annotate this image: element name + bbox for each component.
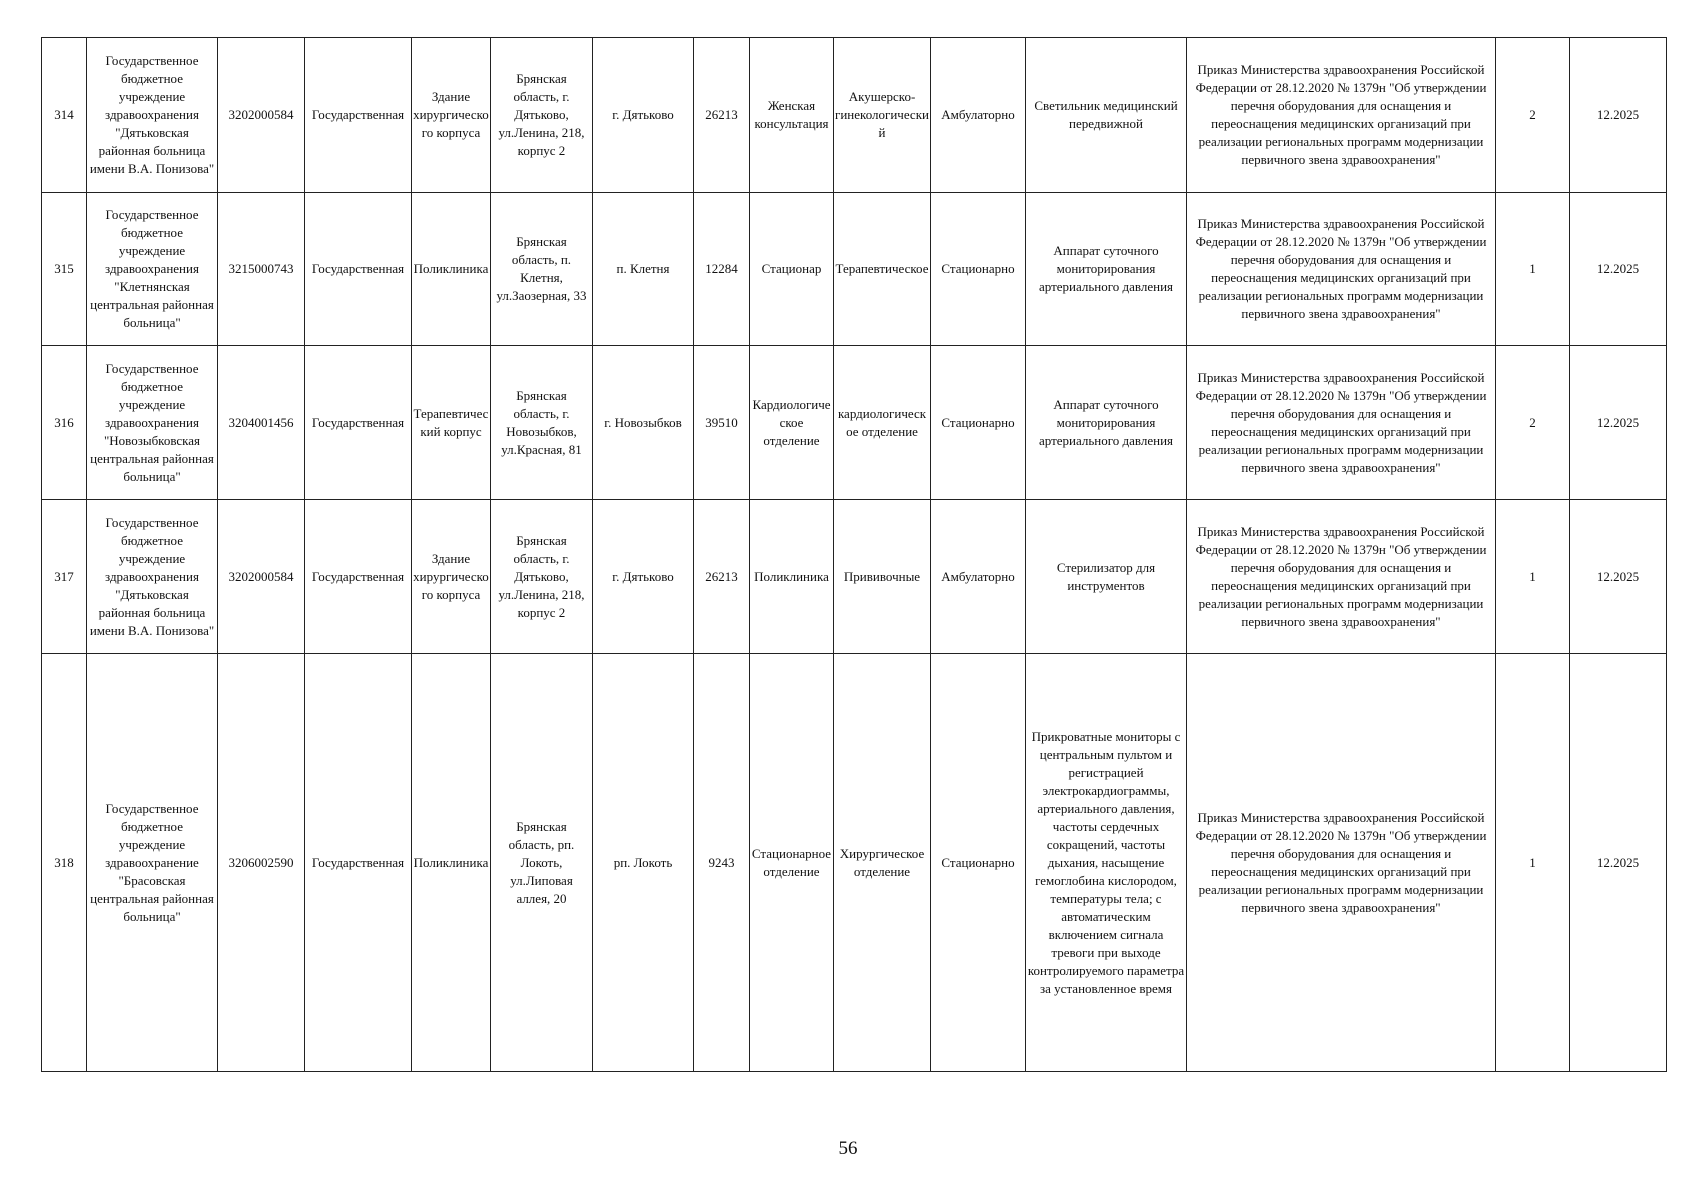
cell-organization: Государственное бюджетное учреждение здравоохранение "Брасовская центральная районная больница" [87, 654, 218, 1072]
cell-inn: 3202000584 [218, 38, 305, 193]
cell-care-form: Стационарно [931, 346, 1026, 500]
cell-basis: Приказ Министерства здравоохранения Российской Федерации от 28.12.2020 № 1379н "Об утверждении перечня оборудования для оснащения и переоснащения медицинских организаций при реализации региональных программ модернизации первичного звена здравоохранения" [1187, 38, 1496, 193]
cell-quantity: 1 [1496, 500, 1570, 654]
cell-division: Кардиологическое отделение [750, 346, 834, 500]
cell-basis: Приказ Министерства здравоохранения Российской Федерации от 28.12.2020 № 1379н "Об утверждении перечня оборудования для оснащения и переоснащения медицинских организаций при реализации региональных программ модернизации первичного звена здравоохранения" [1187, 193, 1496, 346]
cell-ownership: Государственная [305, 346, 412, 500]
cell-building: Здание хирургического корпуса [412, 500, 491, 654]
cell-date: 12.2025 [1570, 193, 1667, 346]
cell-ownership: Государственная [305, 38, 412, 193]
cell-inn: 3202000584 [218, 500, 305, 654]
cell-locality: г. Дятьково [593, 38, 694, 193]
cell-number: 314 [42, 38, 87, 193]
cell-division: Женская консультация [750, 38, 834, 193]
cell-address: Брянская область, п. Клетня, ул.Заозерная, 33 [491, 193, 593, 346]
cell-equipment: Светильник медицинский передвижной [1026, 38, 1187, 193]
cell-population: 12284 [694, 193, 750, 346]
cell-care-form: Амбулаторно [931, 500, 1026, 654]
cell-ownership: Государственная [305, 500, 412, 654]
cell-date: 12.2025 [1570, 346, 1667, 500]
cell-equipment: Прикроватные мониторы с центральным пультом и регистрацией электрокардиограммы, артериального давления, частоты сердечных сокращений, частоты дыхания, насыщение гемоглобина кислородом, температуры тела; с автоматическим включением сигнала тревоги при выходе контролируемого параметра за установленное время [1026, 654, 1187, 1072]
cell-quantity: 1 [1496, 654, 1570, 1072]
cell-profile: Терапевтическое [834, 193, 931, 346]
cell-organization: Государственное бюджетное учреждение здравоохранения "Новозыбковская центральная районная больница" [87, 346, 218, 500]
cell-ownership: Государственная [305, 193, 412, 346]
cell-locality: п. Клетня [593, 193, 694, 346]
cell-address: Брянская область, г. Новозыбков, ул.Красная, 81 [491, 346, 593, 500]
cell-address: Брянская область, г. Дятьково, ул.Ленина, 218, корпус 2 [491, 38, 593, 193]
cell-quantity: 1 [1496, 193, 1570, 346]
cell-division: Стационар [750, 193, 834, 346]
cell-building: Поликлиника [412, 654, 491, 1072]
cell-population: 26213 [694, 38, 750, 193]
cell-population: 39510 [694, 346, 750, 500]
cell-building: Здание хирургического корпуса [412, 38, 491, 193]
equipment-table [41, 37, 1667, 1072]
cell-organization: Государственное бюджетное учреждение здравоохранения "Дятьковская районная больница имени В.А. Понизова" [87, 500, 218, 654]
cell-number: 315 [42, 193, 87, 346]
cell-profile: Хирургическое отделение [834, 654, 931, 1072]
cell-ownership: Государственная [305, 654, 412, 1072]
table-row [42, 500, 1667, 654]
cell-organization: Государственное бюджетное учреждение здравоохранения "Клетнянская центральная районная больница" [87, 193, 218, 346]
cell-number: 318 [42, 654, 87, 1072]
cell-locality: рп. Локоть [593, 654, 694, 1072]
cell-basis: Приказ Министерства здравоохранения Российской Федерации от 28.12.2020 № 1379н "Об утверждении перечня оборудования для оснащения и переоснащения медицинских организаций при реализации региональных программ модернизации первичного звена здравоохранения" [1187, 654, 1496, 1072]
cell-division: Стационарное отделение [750, 654, 834, 1072]
table-row [42, 38, 1667, 193]
cell-equipment: Стерилизатор для инструментов [1026, 500, 1187, 654]
cell-inn: 3206002590 [218, 654, 305, 1072]
cell-building: Терапевтический корпус [412, 346, 491, 500]
cell-number: 316 [42, 346, 87, 500]
cell-care-form: Стационарно [931, 193, 1026, 346]
cell-number: 317 [42, 500, 87, 654]
cell-profile: Акушерско-гинекологический [834, 38, 931, 193]
table-row [42, 193, 1667, 346]
cell-building: Поликлиника [412, 193, 491, 346]
cell-inn: 3204001456 [218, 346, 305, 500]
cell-quantity: 2 [1496, 346, 1570, 500]
cell-profile: Прививочные [834, 500, 931, 654]
cell-date: 12.2025 [1570, 654, 1667, 1072]
cell-inn: 3215000743 [218, 193, 305, 346]
cell-locality: г. Новозыбков [593, 346, 694, 500]
table-row [42, 346, 1667, 500]
cell-address: Брянская область, рп. Локоть, ул.Липовая аллея, 20 [491, 654, 593, 1072]
cell-address: Брянская область, г. Дятьково, ул.Ленина, 218, корпус 2 [491, 500, 593, 654]
cell-equipment: Аппарат суточного мониторирования артериального давления [1026, 193, 1187, 346]
cell-population: 26213 [694, 500, 750, 654]
cell-quantity: 2 [1496, 38, 1570, 193]
cell-division: Поликлиника [750, 500, 834, 654]
cell-date: 12.2025 [1570, 500, 1667, 654]
cell-basis: Приказ Министерства здравоохранения Российской Федерации от 28.12.2020 № 1379н "Об утверждении перечня оборудования для оснащения и переоснащения медицинских организаций при реализации региональных программ модернизации первичного звена здравоохранения" [1187, 346, 1496, 500]
cell-organization: Государственное бюджетное учреждение здравоохранения "Дятьковская районная больница имени В.А. Понизова" [87, 38, 218, 193]
table-row [42, 654, 1667, 1072]
cell-care-form: Стационарно [931, 654, 1026, 1072]
cell-population: 9243 [694, 654, 750, 1072]
cell-care-form: Амбулаторно [931, 38, 1026, 193]
cell-equipment: Аппарат суточного мониторирования артериального давления [1026, 346, 1187, 500]
cell-date: 12.2025 [1570, 38, 1667, 193]
cell-basis: Приказ Министерства здравоохранения Российской Федерации от 28.12.2020 № 1379н "Об утверждении перечня оборудования для оснащения и переоснащения медицинских организаций при реализации региональных программ модернизации первичного звена здравоохранения" [1187, 500, 1496, 654]
page-number: 56 [838, 1138, 858, 1159]
cell-locality: г. Дятьково [593, 500, 694, 654]
cell-profile: кардиологическое отделение [834, 346, 931, 500]
